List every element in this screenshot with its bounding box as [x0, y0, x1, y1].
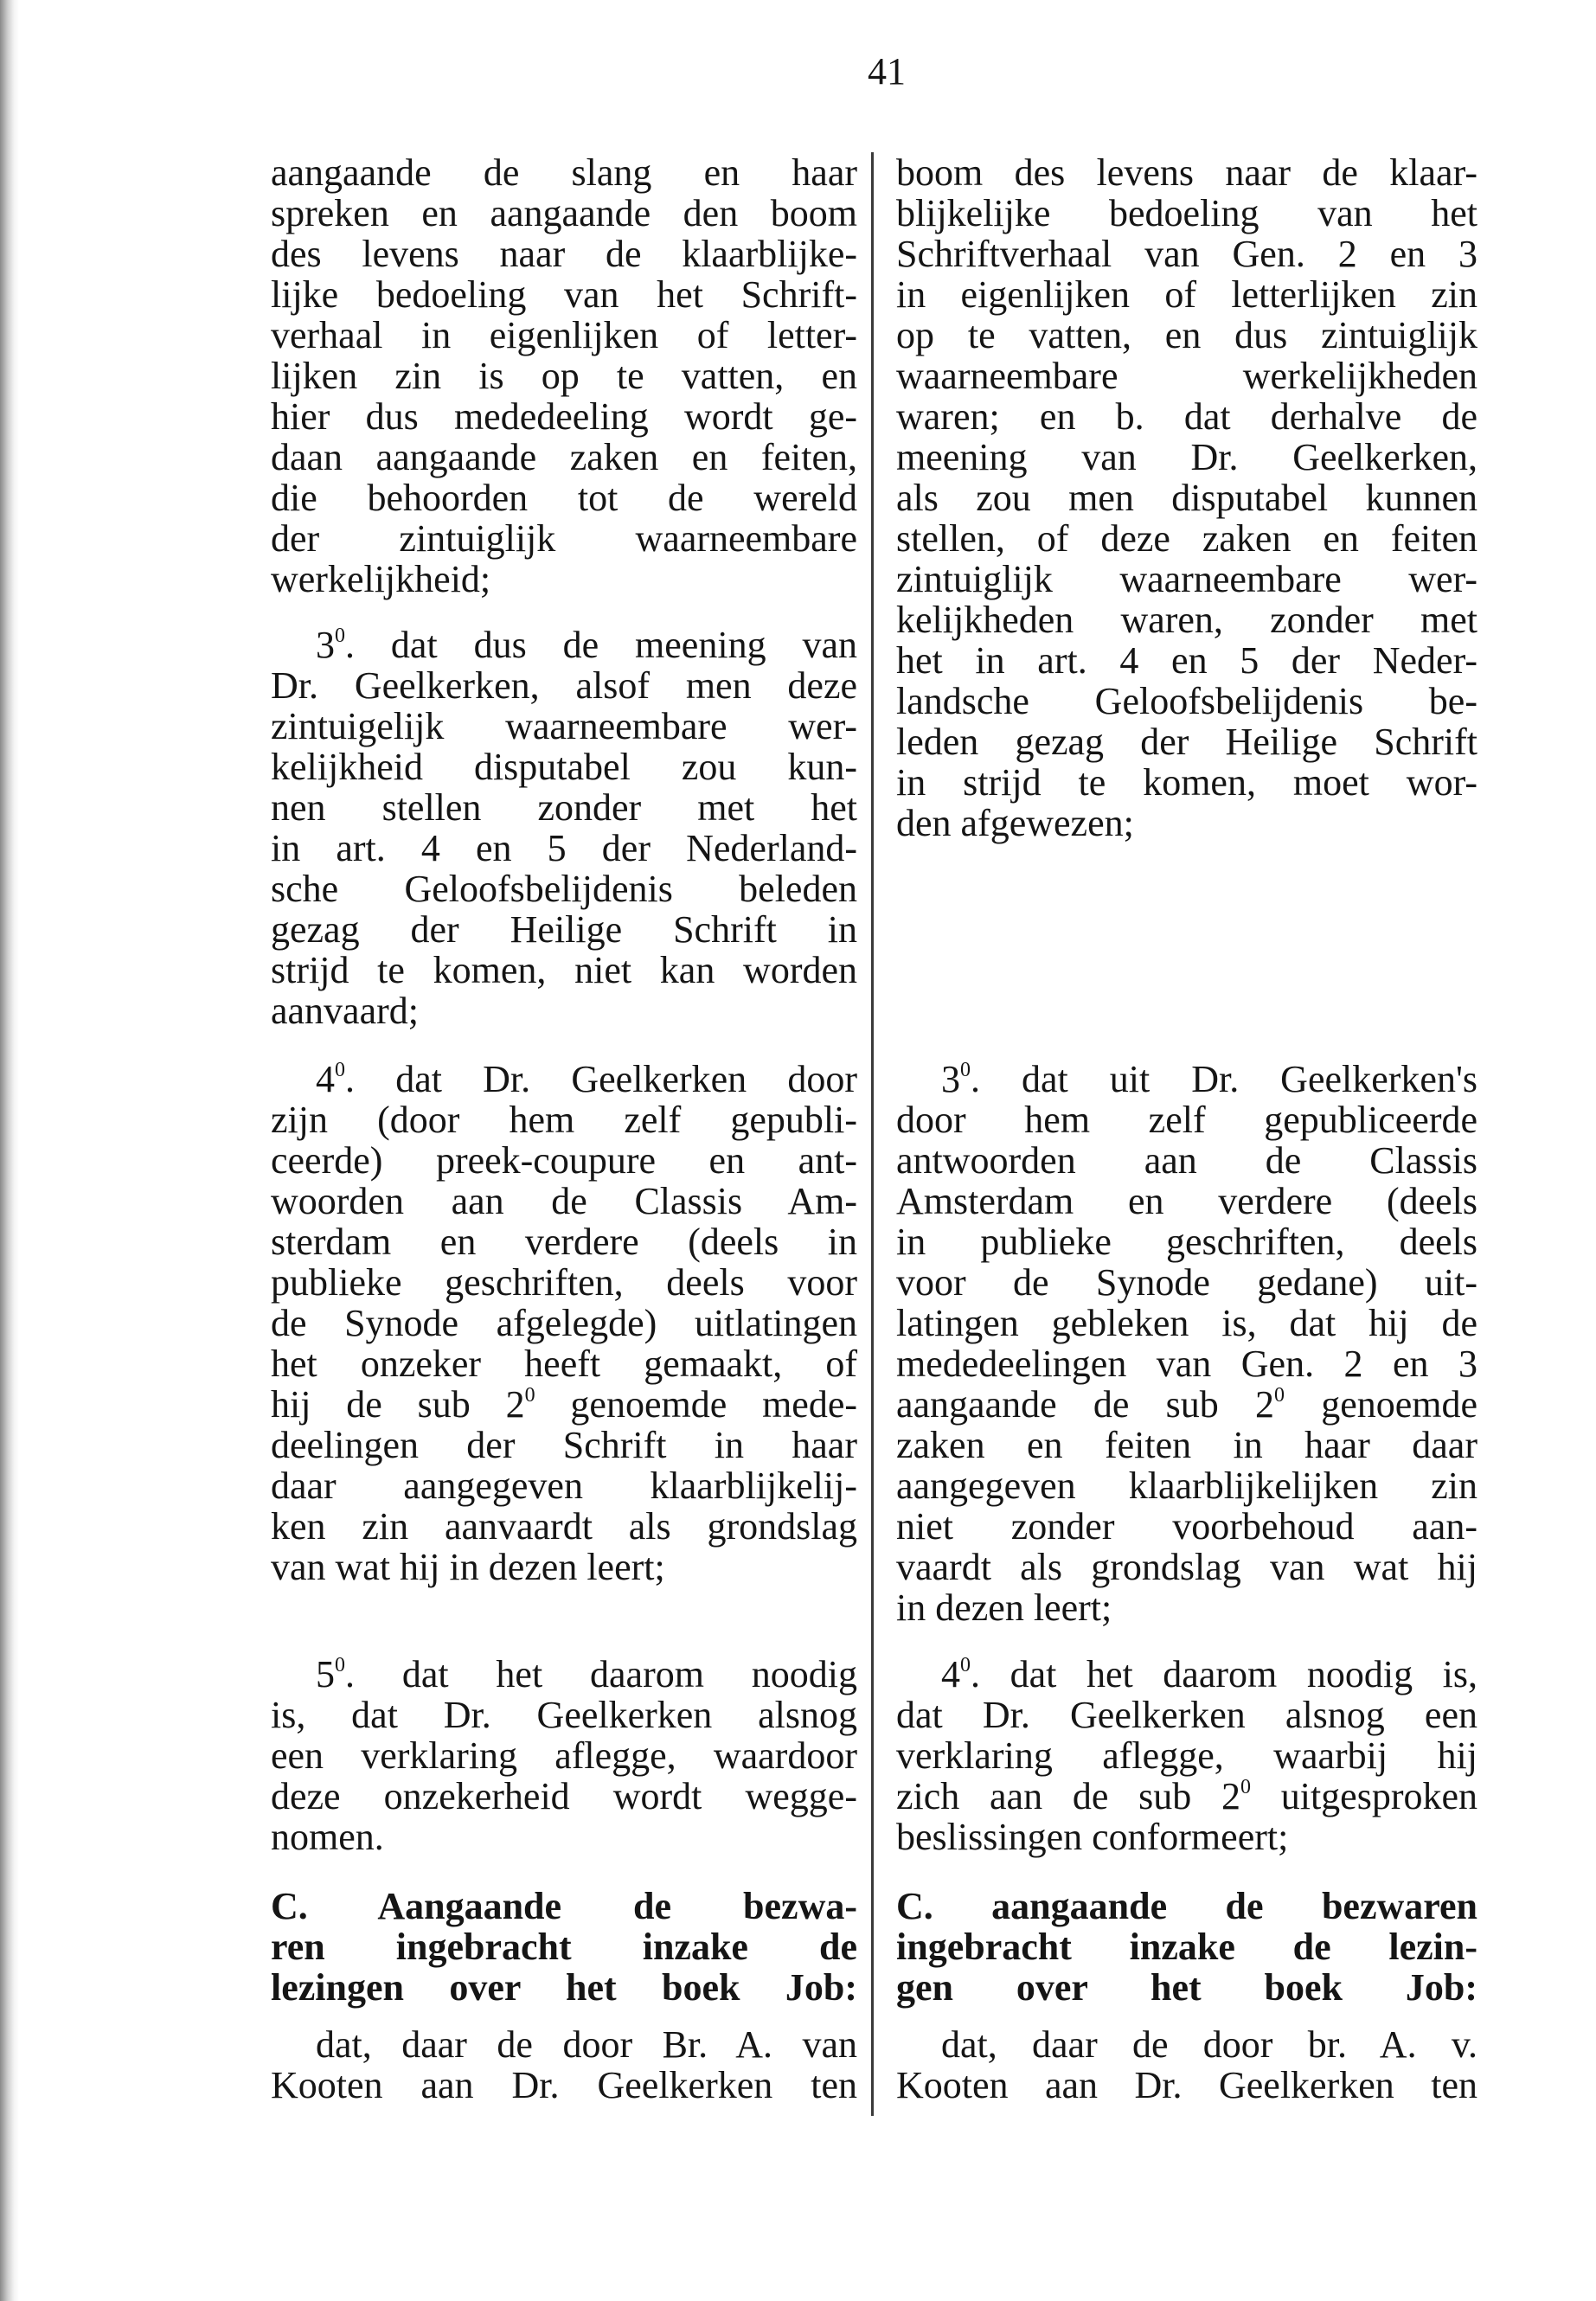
text-line: aangaande de sub $2^0$ genoemde [896, 1383, 1477, 1426]
text-line: aangaande de slang en haar [271, 151, 857, 194]
text-line: de Synode afgelegde) uitlatingen [271, 1302, 857, 1344]
text-line: is, dat Dr. Geelkerken alsnog [271, 1694, 857, 1736]
text-line: zaken en feiten in haar daar [896, 1424, 1477, 1466]
paragraph-marker: $3^0$. [941, 1058, 980, 1100]
text-line: het onzeker heeft gemaakt, of [271, 1343, 857, 1385]
text-line: aangegeven klaarblijkelijken zin [896, 1465, 1477, 1507]
text-line: zintuigelijk waarneembare wer- [271, 705, 857, 747]
text-line: lijken zin is op te vatten, en [271, 355, 857, 397]
text-line: in dezen leert; [896, 1586, 1112, 1629]
text-line: antwoorden aan de Classis [896, 1139, 1477, 1182]
text-line: boom des levens naar de klaar- [896, 151, 1477, 194]
text-line: als zou men disputabel kunnen [896, 477, 1477, 519]
text-line: waarneembare werkelijkheden [896, 355, 1477, 397]
text-line: $3^0$. dat dus de meening van [316, 624, 858, 666]
text-line: der zintuiglijk waarneembare [271, 517, 857, 560]
text-line: sterdam en verdere (deels in [271, 1221, 857, 1263]
text-line: woorden aan de Classis Am- [271, 1180, 857, 1222]
text-line: van wat hij in dezen leert; [271, 1546, 665, 1588]
text-line: $4^0$. dat Dr. Geelkerken door [316, 1058, 857, 1100]
text-line: zintuiglijk waarneembare wer- [896, 558, 1477, 600]
right-intro-paragraph [896, 152, 1477, 843]
text-line: latingen gebleken is, dat hij de [896, 1302, 1477, 1344]
paragraph-marker: $4^0$. [941, 1653, 980, 1695]
text-line: ken zin aanvaardt als grondslag [271, 1505, 857, 1548]
left-paragraph-3 [271, 625, 857, 1031]
text-line: dat Dr. Geelkerken alsnog een [896, 1694, 1477, 1736]
text-line: hier dus mededeeling wordt ge- [271, 395, 857, 438]
text-line: sche Geloofsbelijdenis beleden [271, 868, 857, 910]
text-line: in strijd te komen, moet wor- [896, 761, 1477, 804]
text-line: lijke bedoeling van het Schrift- [271, 273, 857, 316]
text-line: gezag der Heilige Schrift in [271, 908, 857, 951]
text-line: in publieke geschriften, deels [896, 1221, 1477, 1263]
text-line: vaardt als grondslag van wat hij [896, 1546, 1477, 1588]
text-line: in art. 4 en 5 der Nederland- [271, 827, 857, 869]
text-line: voor de Synode gedane) uit- [896, 1261, 1477, 1304]
text-line: aanvaard; [271, 990, 419, 1032]
text-line: nen stellen zonder met het [271, 786, 857, 829]
text-line: kelijkheid disputabel zou kun- [271, 746, 857, 788]
paragraph-marker: $3^0$. [316, 624, 355, 666]
text-line: door hem zelf gepubliceerde [896, 1099, 1477, 1141]
text-line: beslissingen conformeert; [896, 1816, 1289, 1858]
text-line: spreken en aangaande den boom [271, 192, 857, 234]
text-line: die behoorden tot de wereld [271, 477, 857, 519]
text-line: het in art. 4 en 5 der Neder- [896, 639, 1477, 682]
scan-edge-shadow [0, 0, 19, 2301]
heading-line: ingebracht inzake de lezin- [896, 1926, 1477, 1968]
text-line: daan aangaande zaken en feiten, [271, 436, 857, 478]
right-section-heading [896, 1886, 1477, 2008]
heading-line: lezingen over het boek Job: [271, 1966, 857, 2009]
text-line: op te vatten, en dus zintuiglijk [896, 314, 1477, 356]
left-section-heading [271, 1886, 857, 2008]
text-line: daar aangegeven klaarblijkelij- [271, 1465, 857, 1507]
text-line: Dr. Geelkerken, alsof men deze [271, 664, 857, 707]
heading-line: C. Aangaande de bezwa- [271, 1885, 857, 1927]
text-line: deelingen der Schrift in haar [271, 1424, 857, 1466]
text-line: $3^0$. dat uit Dr. Geelkerken's [941, 1058, 1477, 1100]
right-tail-paragraph [896, 2024, 1477, 2106]
text-line: ceerde) preek-coupure en ant- [271, 1139, 857, 1182]
text-line: werkelijkheid; [271, 558, 491, 600]
left-tail-paragraph [271, 2024, 857, 2106]
text-line: in eigenlijken of letterlijken zin [896, 273, 1477, 316]
text-line: dat, daar de door Br. A. van [316, 2023, 857, 2066]
left-paragraph-5 [271, 1654, 857, 1857]
paragraph-marker: $5^0$. [316, 1653, 355, 1695]
paragraph-marker: $4^0$. [316, 1058, 355, 1100]
left-intro-paragraph [271, 152, 857, 599]
text-line: dat, daar de door br. A. v. [941, 2023, 1477, 2066]
text-line: publieke geschriften, deels voor [271, 1261, 857, 1304]
text-line: $4^0$. dat het daarom noodig is, [941, 1653, 1478, 1695]
text-line: hij de sub $2^0$ genoemde mede- [271, 1383, 857, 1426]
text-line: waren; en b. dat derhalve de [896, 395, 1477, 438]
column-divider [871, 152, 874, 2116]
text-line: Kooten aan Dr. Geelkerken ten [271, 2064, 857, 2106]
text-line: zijn (door hem zelf gepubli- [271, 1099, 857, 1141]
text-line: Schriftverhaal van Gen. 2 en 3 [896, 233, 1477, 275]
page-number: 41 [868, 50, 906, 93]
text-line: leden gezag der Heilige Schrift [896, 721, 1477, 763]
text-line: meening van Dr. Geelkerken, [896, 436, 1477, 478]
heading-line: ren ingebracht inzake de [271, 1926, 857, 1968]
text-line: verhaal in eigenlijken of letter- [271, 314, 857, 356]
text-line: des levens naar de klaarblijke- [271, 233, 857, 275]
text-line: stellen, of deze zaken en feiten [896, 517, 1477, 560]
text-line: zich aan de sub $2^0$ uitgesproken [896, 1775, 1478, 1817]
text-line: strijd te komen, niet kan worden [271, 949, 857, 991]
text-line: kelijkheden waren, zonder met [896, 599, 1477, 641]
heading-line: gen over het boek Job: [896, 1966, 1477, 2009]
text-line: nomen. [271, 1816, 384, 1858]
text-line: een verklaring aflegge, waardoor [271, 1734, 857, 1777]
right-paragraph-3 [896, 1059, 1477, 1628]
text-line: deze onzekerheid wordt wegge- [271, 1775, 857, 1817]
left-paragraph-4 [271, 1059, 857, 1587]
text-line: Amsterdam en verdere (deels [896, 1180, 1477, 1222]
text-line: niet zonder voorbehoud aan- [896, 1505, 1477, 1548]
text-line: den afgewezen; [896, 802, 1134, 844]
text-line: verklaring aflegge, waarbij hij [896, 1734, 1477, 1777]
text-line: $5^0$. dat het daarom noodig [316, 1653, 858, 1695]
text-line: blijkelijke bedoeling van het [896, 192, 1477, 234]
text-line: landsche Geloofsbelijdenis be- [896, 680, 1477, 722]
text-line: Kooten aan Dr. Geelkerken ten [896, 2064, 1477, 2106]
right-paragraph-4 [896, 1654, 1477, 1857]
heading-line: C. aangaande de bezwaren [896, 1885, 1477, 1927]
text-line: mededeelingen van Gen. 2 en 3 [896, 1343, 1477, 1385]
